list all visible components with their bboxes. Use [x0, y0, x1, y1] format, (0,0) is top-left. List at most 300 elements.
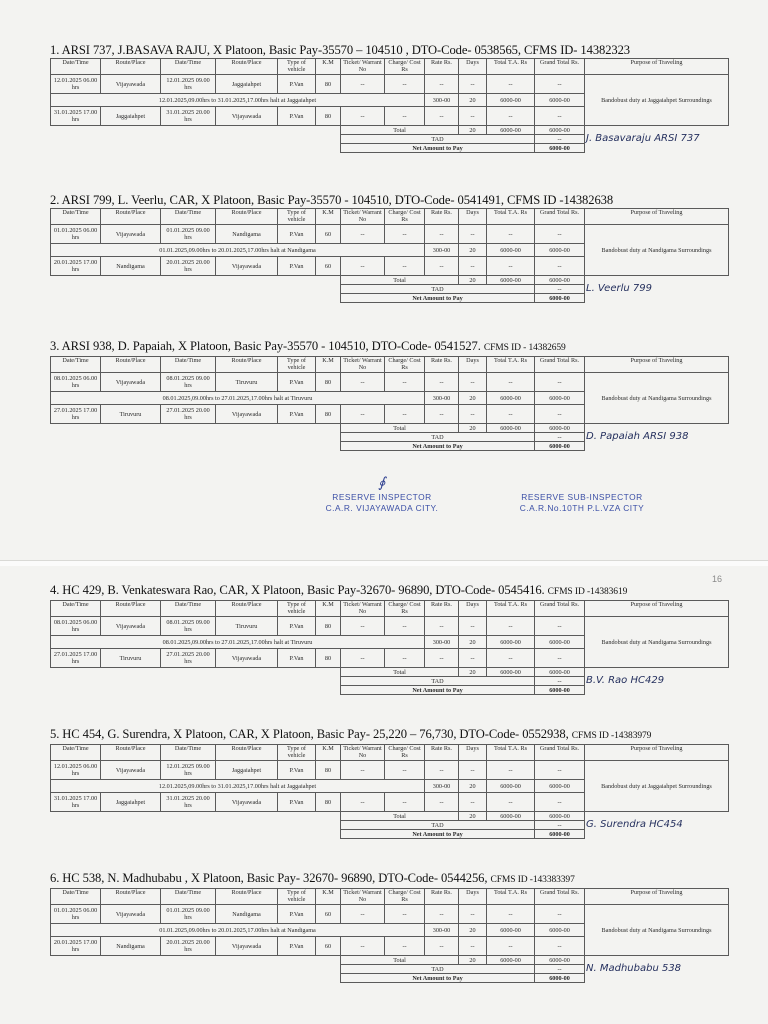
column-header: K.M: [316, 59, 341, 75]
total-days: 20: [459, 956, 487, 965]
entry-heading: [50, 192, 730, 208]
column-header: Date/Time: [161, 745, 216, 761]
halt-description: 08.01.2025,09.00hrs to 27.01.2025,17.00hrs halt at Tiruvuru: [51, 636, 425, 649]
km-value: 80: [316, 617, 341, 636]
signature-cell: [585, 956, 729, 983]
ticket-value: --: [341, 225, 385, 244]
trip-row-out: [51, 373, 729, 392]
km-value: 80: [316, 405, 341, 424]
halt-total: 6000-00: [487, 780, 535, 793]
departure-datetime: 20.01.2025 17.00 hrs: [51, 257, 101, 276]
arrival-datetime: 20.01.2025 20.00 hrs: [161, 257, 216, 276]
net-amount-value: 6000-00: [535, 144, 585, 153]
cfms-id: CFMS ID -14383979: [571, 731, 652, 741]
days-value: --: [459, 107, 487, 126]
to-place: Tiruvuru: [216, 373, 278, 392]
column-header: Grand Total Rs.: [535, 209, 585, 225]
trip-row-out: [51, 75, 729, 94]
charge-value: --: [385, 225, 425, 244]
vehicle-type: P.Van: [278, 405, 316, 424]
total-ta: 6000-00: [487, 424, 535, 433]
column-header: Ticket/ Warrant No: [341, 745, 385, 761]
signature: D. Papaiah ARSI 938: [586, 431, 689, 443]
from-place: Vijayawada: [101, 373, 161, 392]
halt-grand-total: 6000-00: [535, 636, 585, 649]
vehicle-type: P.Van: [278, 649, 316, 668]
signature: B.V. Rao HC429: [586, 675, 665, 687]
column-header: Route/Place: [216, 357, 278, 373]
column-header: Date/Time: [161, 209, 216, 225]
signature: L. Veerlu 799: [586, 283, 652, 295]
column-header: Date/Time: [51, 745, 101, 761]
grand-total-value: --: [535, 937, 585, 956]
arrival-datetime: 01.01.2025 09.00 hrs: [161, 905, 216, 924]
table-header-row: [51, 745, 729, 761]
total-label: Total: [341, 424, 459, 433]
total-ta: 6000-00: [487, 812, 535, 821]
days-value: --: [459, 373, 487, 392]
total-ta-value: --: [487, 793, 535, 812]
vehicle-type: P.Van: [278, 793, 316, 812]
halt-total: 6000-00: [487, 392, 535, 405]
net-amount-label: Net Amount to Pay: [341, 686, 535, 695]
column-header: Total T.A. Rs: [487, 209, 535, 225]
column-header: Date/Time: [161, 59, 216, 75]
arrival-datetime: 31.01.2025 20.00 hrs: [161, 107, 216, 126]
column-header: Route/Place: [101, 745, 161, 761]
rate-value: --: [425, 649, 459, 668]
halt-days: 20: [459, 780, 487, 793]
column-header: Purpose of Traveling: [585, 209, 729, 225]
ta-table: [50, 744, 729, 839]
blank-cell: [51, 126, 341, 153]
entry-heading: [50, 338, 730, 356]
table-header-row: [51, 209, 729, 225]
ticket-value: --: [341, 617, 385, 636]
ta-entry: [50, 582, 730, 695]
column-header: Grand Total Rs.: [535, 59, 585, 75]
column-header: Type of vehicle: [278, 59, 316, 75]
departure-datetime: 27.01.2025 17.00 hrs: [51, 405, 101, 424]
column-header: Charge/ Cost Rs: [385, 59, 425, 75]
column-header: Rate Rs.: [425, 601, 459, 617]
column-header: Rate Rs.: [425, 889, 459, 905]
entry-heading: [50, 870, 730, 888]
rate-value: --: [425, 793, 459, 812]
signature: G. Surendra HC454: [586, 819, 683, 831]
grand-total-value: --: [535, 75, 585, 94]
to-place: Vijayawada: [216, 649, 278, 668]
halt-total: 6000-00: [487, 636, 535, 649]
stamp-line-2: C.A.R. VIJAYAWADA CITY.: [325, 503, 439, 513]
tad-value: --: [535, 433, 585, 442]
grand-total-value: --: [535, 649, 585, 668]
total-row: [51, 276, 729, 285]
column-header: Date/Time: [51, 209, 101, 225]
column-header: Purpose of Traveling: [585, 357, 729, 373]
column-header: Purpose of Traveling: [585, 601, 729, 617]
halt-rate: 300-00: [425, 636, 459, 649]
from-place: Jaggaiahpet: [101, 107, 161, 126]
halt-days: 20: [459, 94, 487, 107]
column-header: Date/Time: [51, 357, 101, 373]
net-amount-label: Net Amount to Pay: [341, 974, 535, 983]
column-header: Type of vehicle: [278, 209, 316, 225]
total-days: 20: [459, 126, 487, 135]
charge-value: --: [385, 793, 425, 812]
column-header: Total T.A. Rs: [487, 601, 535, 617]
arrival-datetime: 27.01.2025 20.00 hrs: [161, 405, 216, 424]
tad-label: TAD: [341, 135, 535, 144]
from-place: Vijayawada: [101, 617, 161, 636]
halt-days: 20: [459, 392, 487, 405]
net-amount-label: Net Amount to Pay: [341, 144, 535, 153]
departure-datetime: 01.01.2025 06.00 hrs: [51, 225, 101, 244]
ticket-value: --: [341, 937, 385, 956]
column-header: Days: [459, 209, 487, 225]
column-header: Date/Time: [51, 889, 101, 905]
column-header: Route/Place: [101, 601, 161, 617]
vehicle-type: P.Van: [278, 617, 316, 636]
signature-cell: [585, 276, 729, 303]
from-place: Jaggaiahpet: [101, 793, 161, 812]
rate-value: --: [425, 225, 459, 244]
net-amount-value: 6000-00: [535, 830, 585, 839]
days-value: --: [459, 905, 487, 924]
halt-description: 01.01.2025,09.00hrs to 20.01.2025,17.00hrs halt at Nandigama: [51, 244, 425, 257]
halt-days: 20: [459, 244, 487, 257]
km-value: 60: [316, 905, 341, 924]
days-value: --: [459, 257, 487, 276]
total-ta: 6000-00: [487, 668, 535, 677]
departure-datetime: 12.01.2025 06.00 hrs: [51, 75, 101, 94]
charge-value: --: [385, 373, 425, 392]
stamp-line-2: C.A.R.No.10TH P.L.VZA CITY: [519, 503, 645, 513]
charge-value: --: [385, 649, 425, 668]
ta-table: [50, 356, 729, 451]
total-ta-value: --: [487, 107, 535, 126]
from-place: Vijayawada: [101, 761, 161, 780]
to-place: Vijayawada: [216, 937, 278, 956]
halt-grand-total: 6000-00: [535, 780, 585, 793]
to-place: Nandigama: [216, 225, 278, 244]
rate-value: --: [425, 937, 459, 956]
km-value: 80: [316, 761, 341, 780]
halt-rate: 300-00: [425, 94, 459, 107]
total-ta-value: --: [487, 225, 535, 244]
charge-value: --: [385, 257, 425, 276]
entry-heading-text: 2. ARSI 799, L. Veerlu, CAR, X Platoon, Basic Pay-35570 - 104510, DTO-Code- 0541491, CFMS ID -14382638: [50, 193, 614, 207]
cfms-id: CFMS ID - 14382659: [483, 343, 566, 353]
arrival-datetime: 12.01.2025 09.00 hrs: [161, 761, 216, 780]
stamp-signature: ∮: [378, 475, 386, 491]
column-header: Charge/ Cost Rs: [385, 745, 425, 761]
column-header: Date/Time: [161, 357, 216, 373]
trip-row-out: [51, 617, 729, 636]
rate-value: --: [425, 257, 459, 276]
grand-total-value: --: [535, 905, 585, 924]
total-grand: 6000-00: [535, 812, 585, 821]
rate-value: --: [425, 905, 459, 924]
ta-entry: [50, 870, 730, 983]
tad-value: --: [535, 965, 585, 974]
halt-grand-total: 6000-00: [535, 392, 585, 405]
reserve-sub-inspector-stamp: [502, 492, 662, 514]
km-value: 60: [316, 257, 341, 276]
column-header: Charge/ Cost Rs: [385, 601, 425, 617]
column-header: Charge/ Cost Rs: [385, 209, 425, 225]
table-header-row: [51, 889, 729, 905]
rate-value: --: [425, 107, 459, 126]
from-place: Nandigama: [101, 257, 161, 276]
total-row: [51, 126, 729, 135]
ta-table: [50, 888, 729, 983]
signature-cell: [585, 424, 729, 451]
total-ta-value: --: [487, 617, 535, 636]
total-days: 20: [459, 668, 487, 677]
total-ta: 6000-00: [487, 276, 535, 285]
column-header: Charge/ Cost Rs: [385, 357, 425, 373]
column-header: K.M: [316, 357, 341, 373]
grand-total-value: --: [535, 107, 585, 126]
total-grand: 6000-00: [535, 276, 585, 285]
column-header: Days: [459, 889, 487, 905]
purpose-of-travel: Bandobust duty at Nandigama Surroundings: [585, 617, 729, 668]
to-place: Vijayawada: [216, 257, 278, 276]
column-header: Grand Total Rs.: [535, 745, 585, 761]
column-header: Purpose of Traveling: [585, 745, 729, 761]
table-header-row: [51, 59, 729, 75]
total-ta-value: --: [487, 761, 535, 780]
total-ta-value: --: [487, 937, 535, 956]
charge-value: --: [385, 905, 425, 924]
column-header: Purpose of Traveling: [585, 889, 729, 905]
halt-total: 6000-00: [487, 924, 535, 937]
halt-total: 6000-00: [487, 244, 535, 257]
ta-entry: [50, 42, 730, 153]
ta-table: [50, 58, 729, 153]
stamp-line-1: RESERVE SUB-INSPECTOR: [521, 492, 643, 502]
column-header: Date/Time: [51, 601, 101, 617]
km-value: 60: [316, 225, 341, 244]
halt-description: 08.01.2025,09.00hrs to 27.01.2025,17.00hrs halt at Tiruvuru: [51, 392, 425, 405]
column-header: Days: [459, 601, 487, 617]
column-header: Type of vehicle: [278, 357, 316, 373]
trip-row-out: [51, 225, 729, 244]
from-place: Tiruvuru: [101, 649, 161, 668]
km-value: 80: [316, 107, 341, 126]
column-header: Days: [459, 745, 487, 761]
net-amount-value: 6000-00: [535, 294, 585, 303]
to-place: Vijayawada: [216, 793, 278, 812]
vehicle-type: P.Van: [278, 225, 316, 244]
ticket-value: --: [341, 905, 385, 924]
ta-table: [50, 208, 729, 303]
grand-total-value: --: [535, 225, 585, 244]
departure-datetime: 08.01.2025 06.00 hrs: [51, 617, 101, 636]
signature-cell: [585, 126, 729, 153]
reserve-inspector-stamp: [312, 475, 452, 514]
signature: J. Basavaraju ARSI 737: [586, 133, 700, 145]
total-label: Total: [341, 276, 459, 285]
column-header: Purpose of Traveling: [585, 59, 729, 75]
column-header: Charge/ Cost Rs: [385, 889, 425, 905]
total-days: 20: [459, 424, 487, 433]
rate-value: --: [425, 617, 459, 636]
vehicle-type: P.Van: [278, 905, 316, 924]
column-header: Days: [459, 357, 487, 373]
trip-row-out: [51, 905, 729, 924]
net-amount-label: Net Amount to Pay: [341, 830, 535, 839]
entry-heading: [50, 726, 730, 744]
to-place: Vijayawada: [216, 107, 278, 126]
total-label: Total: [341, 668, 459, 677]
entry-heading-text: 6. HC 538, N. Madhubabu , X Platoon, Basic Pay- 32670- 96890, DTO-Code- 0544256,: [50, 871, 488, 885]
net-amount-value: 6000-00: [535, 686, 585, 695]
arrival-datetime: 12.01.2025 09.00 hrs: [161, 75, 216, 94]
days-value: --: [459, 405, 487, 424]
total-row: [51, 812, 729, 821]
grand-total-value: --: [535, 793, 585, 812]
column-header: Ticket/ Warrant No: [341, 601, 385, 617]
column-header: Days: [459, 59, 487, 75]
grand-total-value: --: [535, 257, 585, 276]
tad-value: --: [535, 677, 585, 686]
rate-value: --: [425, 405, 459, 424]
table-header-row: [51, 357, 729, 373]
column-header: Date/Time: [51, 59, 101, 75]
grand-total-value: --: [535, 405, 585, 424]
halt-rate: 300-00: [425, 924, 459, 937]
total-ta-value: --: [487, 405, 535, 424]
departure-datetime: 08.01.2025 06.00 hrs: [51, 373, 101, 392]
total-row: [51, 424, 729, 433]
ticket-value: --: [341, 75, 385, 94]
blank-cell: [51, 956, 341, 983]
cfms-id: CFMS ID -14383619: [547, 587, 628, 597]
blank-cell: [51, 812, 341, 839]
column-header: K.M: [316, 889, 341, 905]
halt-description: 01.01.2025,09.00hrs to 20.01.2025,17.00hrs halt at Nandigama: [51, 924, 425, 937]
ta-table: [50, 600, 729, 695]
column-header: Ticket/ Warrant No: [341, 889, 385, 905]
column-header: Route/Place: [216, 59, 278, 75]
entry-heading: [50, 582, 730, 600]
arrival-datetime: 08.01.2025 09.00 hrs: [161, 617, 216, 636]
arrival-datetime: 27.01.2025 20.00 hrs: [161, 649, 216, 668]
km-value: 60: [316, 937, 341, 956]
halt-total: 6000-00: [487, 94, 535, 107]
km-value: 80: [316, 75, 341, 94]
rate-value: --: [425, 761, 459, 780]
vehicle-type: P.Van: [278, 75, 316, 94]
column-header: Type of vehicle: [278, 745, 316, 761]
cfms-id: CFMS ID -143383397: [490, 875, 575, 885]
grand-total-value: --: [535, 373, 585, 392]
column-header: K.M: [316, 209, 341, 225]
departure-datetime: 12.01.2025 06.00 hrs: [51, 761, 101, 780]
rate-value: --: [425, 373, 459, 392]
tad-value: --: [535, 285, 585, 294]
arrival-datetime: 20.01.2025 20.00 hrs: [161, 937, 216, 956]
ta-entry: [50, 192, 730, 303]
total-row: [51, 668, 729, 677]
column-header: Route/Place: [101, 889, 161, 905]
from-place: Nandigama: [101, 937, 161, 956]
purpose-of-travel: Bandobust duty at Jaggaiahpet Surroundings: [585, 761, 729, 812]
tad-label: TAD: [341, 433, 535, 442]
to-place: Vijayawada: [216, 405, 278, 424]
total-grand: 6000-00: [535, 668, 585, 677]
from-place: Vijayawada: [101, 225, 161, 244]
column-header: Total T.A. Rs: [487, 889, 535, 905]
column-header: Grand Total Rs.: [535, 601, 585, 617]
halt-rate: 300-00: [425, 244, 459, 257]
halt-days: 20: [459, 636, 487, 649]
halt-grand-total: 6000-00: [535, 94, 585, 107]
arrival-datetime: 01.01.2025 09.00 hrs: [161, 225, 216, 244]
arrival-datetime: 31.01.2025 20.00 hrs: [161, 793, 216, 812]
departure-datetime: 31.01.2025 17.00 hrs: [51, 793, 101, 812]
ticket-value: --: [341, 107, 385, 126]
ticket-value: --: [341, 257, 385, 276]
entry-heading-text: 4. HC 429, B. Venkateswara Rao, CAR, X Platoon, Basic Pay-32670- 96890, DTO-Code- 0545416.: [50, 583, 545, 597]
column-header: Ticket/ Warrant No: [341, 209, 385, 225]
to-place: Jaggaiahpet: [216, 761, 278, 780]
column-header: Ticket/ Warrant No: [341, 59, 385, 75]
days-value: --: [459, 937, 487, 956]
halt-rate: 300-00: [425, 780, 459, 793]
charge-value: --: [385, 405, 425, 424]
column-header: Route/Place: [101, 59, 161, 75]
trip-row-out: [51, 761, 729, 780]
vehicle-type: P.Van: [278, 257, 316, 276]
charge-value: --: [385, 617, 425, 636]
to-place: Nandigama: [216, 905, 278, 924]
to-place: Tiruvuru: [216, 617, 278, 636]
from-place: Vijayawada: [101, 905, 161, 924]
total-grand: 6000-00: [535, 126, 585, 135]
km-value: 80: [316, 373, 341, 392]
column-header: K.M: [316, 745, 341, 761]
from-place: Vijayawada: [101, 75, 161, 94]
net-amount-label: Net Amount to Pay: [341, 442, 535, 451]
charge-value: --: [385, 75, 425, 94]
total-ta-value: --: [487, 257, 535, 276]
column-header: Type of vehicle: [278, 889, 316, 905]
entry-heading-text: 3. ARSI 938, D. Papaiah, X Platoon, Basic Pay-35570 - 104510, DTO-Code- 0541527.: [50, 339, 481, 353]
ticket-value: --: [341, 793, 385, 812]
blank-cell: [51, 668, 341, 695]
days-value: --: [459, 225, 487, 244]
column-header: K.M: [316, 601, 341, 617]
vehicle-type: P.Van: [278, 107, 316, 126]
purpose-of-travel: Bandobust duty at Nandigama Surroundings: [585, 373, 729, 424]
total-ta-value: --: [487, 373, 535, 392]
column-header: Route/Place: [101, 357, 161, 373]
departure-datetime: 01.01.2025 06.00 hrs: [51, 905, 101, 924]
vehicle-type: P.Van: [278, 761, 316, 780]
vehicle-type: P.Van: [278, 937, 316, 956]
tad-value: --: [535, 135, 585, 144]
charge-value: --: [385, 107, 425, 126]
days-value: --: [459, 617, 487, 636]
signature: N. Madhubabu 538: [586, 963, 682, 975]
column-header: Route/Place: [216, 601, 278, 617]
column-header: Rate Rs.: [425, 209, 459, 225]
total-label: Total: [341, 956, 459, 965]
tad-label: TAD: [341, 285, 535, 294]
